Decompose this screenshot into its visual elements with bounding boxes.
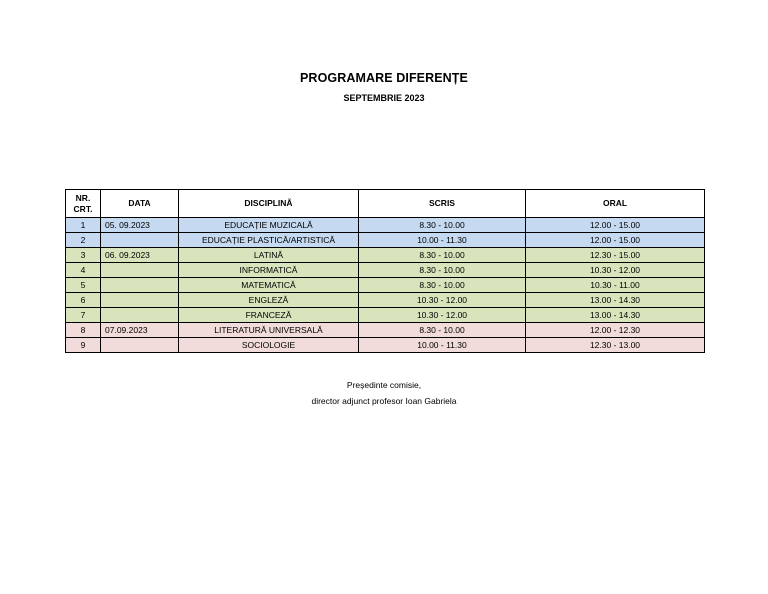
cell-oral: 13.00 - 14.30: [526, 293, 705, 308]
cell-disciplina: INFORMATICĂ: [179, 263, 359, 278]
cell-oral: 10.30 - 12.00: [526, 263, 705, 278]
cell-nr: 6: [66, 293, 101, 308]
cell-nr: 9: [66, 338, 101, 353]
cell-data: [101, 278, 179, 293]
column-header-scris: SCRIS: [359, 190, 526, 218]
column-header-oral: ORAL: [526, 190, 705, 218]
column-header-disciplina: DISCIPLINĂ: [179, 190, 359, 218]
cell-data: [101, 233, 179, 248]
cell-nr: 5: [66, 278, 101, 293]
cell-data: 06. 09.2023: [101, 248, 179, 263]
cell-disciplina: MATEMATICĂ: [179, 278, 359, 293]
cell-oral: 12.30 - 15.00: [526, 248, 705, 263]
cell-disciplina: LATINĂ: [179, 248, 359, 263]
table-header-row: [66, 190, 705, 218]
cell-data: 07.09.2023: [101, 323, 179, 338]
cell-oral: 12.00 - 15.00: [526, 233, 705, 248]
cell-scris: 8.30 - 10.00: [359, 218, 526, 233]
table-row: [66, 323, 705, 338]
cell-scris: 8.30 - 10.00: [359, 248, 526, 263]
table-row: [66, 308, 705, 323]
table-row: [66, 338, 705, 353]
table-row: [66, 263, 705, 278]
cell-scris: 8.30 - 10.00: [359, 323, 526, 338]
cell-data: [101, 263, 179, 278]
signature-title: Președinte comisie,: [346, 380, 422, 390]
table-row: [66, 248, 705, 263]
cell-nr: 2: [66, 233, 101, 248]
cell-scris: 10.30 - 12.00: [359, 293, 526, 308]
cell-nr: 1: [66, 218, 101, 233]
table-row: [66, 278, 705, 293]
table-row: [66, 218, 705, 233]
schedule-table: [65, 189, 705, 353]
cell-disciplina: ENGLEZĂ: [179, 293, 359, 308]
cell-nr: 4: [66, 263, 101, 278]
cell-data: [101, 308, 179, 323]
cell-scris: 8.30 - 10.00: [359, 278, 526, 293]
cell-nr: 7: [66, 308, 101, 323]
cell-disciplina: FRANCEZĂ: [179, 308, 359, 323]
cell-disciplina: SOCIOLOGIE: [179, 338, 359, 353]
cell-oral: 12.00 - 15.00: [526, 218, 705, 233]
table-row: [66, 233, 705, 248]
cell-scris: 10.00 - 11.30: [359, 338, 526, 353]
cell-oral: 13.00 - 14.30: [526, 308, 705, 323]
signature-name: director adjunct profesor Ioan Gabriela: [311, 396, 457, 406]
cell-scris: 8.30 - 10.00: [359, 263, 526, 278]
page-subtitle: SEPTEMBRIE 2023: [343, 93, 425, 103]
cell-data: 05. 09.2023: [101, 218, 179, 233]
cell-scris: 10.00 - 11.30: [359, 233, 526, 248]
cell-nr: 3: [66, 248, 101, 263]
cell-disciplina: EDUCAȚIE MUZICALĂ: [179, 218, 359, 233]
cell-oral: 12.00 - 12.30: [526, 323, 705, 338]
column-header-data: DATA: [101, 190, 179, 218]
cell-data: [101, 293, 179, 308]
cell-oral: 12.30 - 13.00: [526, 338, 705, 353]
cell-oral: 10.30 - 11.00: [526, 278, 705, 293]
cell-disciplina: EDUCAȚIE PLASTICĂ/ARTISTICĂ: [179, 233, 359, 248]
cell-disciplina: LITERATURĂ UNIVERSALĂ: [179, 323, 359, 338]
cell-nr: 8: [66, 323, 101, 338]
cell-data: [101, 338, 179, 353]
page-title: PROGRAMARE DIFERENȚE: [300, 71, 468, 85]
table-row: [66, 293, 705, 308]
cell-scris: 10.30 - 12.00: [359, 308, 526, 323]
column-header-nr: NR. CRT.: [66, 190, 101, 218]
